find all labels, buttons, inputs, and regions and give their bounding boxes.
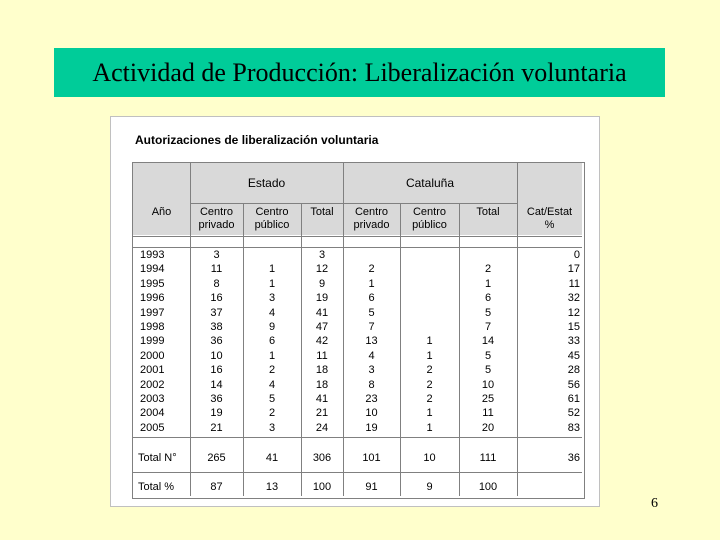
total-cataluna-total: 100 [478,481,498,493]
cell-cataluna-publico: 1 [426,335,433,347]
cell-cataluna-privado: 7 [368,321,375,333]
total-cataluna-publico: 10 [423,452,436,464]
cell-cat-estat-pct: 12 [567,307,580,319]
grid-hline [190,203,517,204]
cell-estado-total: 12 [315,263,329,275]
cell-estado-privado: 38 [210,321,223,333]
cell-estado-total: 19 [315,292,329,304]
cell-estado-privado: 36 [210,393,223,405]
cell-cataluna-privado: 6 [368,292,375,304]
cell-cataluna-privado: 4 [368,350,375,362]
row-year: 1998 [140,321,165,333]
cell-cataluna-privado: 2 [368,263,375,275]
cell-estado-publico: 1 [268,263,276,275]
cell-estado-publico: 5 [268,393,276,405]
header-year: Año [151,206,172,218]
cell-cat-estat-pct: 15 [567,321,580,333]
total-cataluna-publico: 9 [426,481,433,493]
cell-cataluna-publico: 2 [426,364,433,376]
cell-cat-estat-pct: 45 [567,350,580,362]
cell-estado-privado: 3 [213,249,220,261]
total-label: Total N° [138,452,177,464]
row-year: 2001 [140,364,165,376]
total-cataluna-total: 111 [479,452,497,464]
cell-estado-total: 47 [315,321,329,333]
cell-estado-publico: 3 [268,292,276,304]
total-estado-privado: 265 [207,452,226,464]
cell-cataluna-publico: 2 [426,379,433,391]
header-estado-total: Total [310,206,334,218]
table-title: Autorizaciones de liberalización voluntaria [135,133,379,147]
total-cataluna-privado: 101 [362,452,381,464]
header-cataluna-publico: Centro público [412,206,447,231]
cell-cataluna-total: 2 [484,263,492,275]
cell-cataluna-privado: 1 [368,278,375,290]
cell-estado-publico: 2 [268,407,276,419]
cell-cataluna-total: 5 [484,350,492,362]
row-year: 1997 [140,307,165,319]
header-cataluna-total: Total [476,206,500,218]
cell-estado-publico: 1 [268,278,276,290]
cell-cat-estat-pct: 83 [567,422,580,434]
cell-cataluna-total: 7 [484,321,492,333]
cell-estado-privado: 36 [210,335,223,347]
cell-cataluna-total: 5 [484,364,492,376]
row-year: 2000 [140,350,165,362]
cell-cataluna-privado: 3 [368,364,375,376]
row-year: 2005 [140,422,165,434]
cell-estado-privado: 14 [210,379,223,391]
cell-estado-publico: 9 [268,321,276,333]
cell-cataluna-privado: 10 [365,407,378,419]
row-year: 2004 [140,407,165,419]
cell-estado-publico: 4 [268,379,276,391]
page-number: 6 [651,496,658,511]
cell-cataluna-total: 5 [484,307,492,319]
slide-title: Actividad de Producción: Liberalización voluntaria [54,48,665,97]
header-cataluna-privado: Centro privado [353,206,390,231]
row-year: 1994 [140,263,165,275]
cell-estado-total: 24 [315,422,329,434]
cell-cataluna-total: 10 [481,379,495,391]
row-year: 1996 [140,292,165,304]
cell-cat-estat-pct: 28 [567,364,580,376]
header-cataluna: Cataluña [405,176,455,190]
cell-cat-estat-pct: 17 [567,263,580,275]
cell-estado-privado: 10 [210,350,223,362]
cell-estado-privado: 19 [210,407,223,419]
cell-cataluna-total: 14 [481,335,495,347]
header-estado-privado: Centro privado [198,206,235,231]
cell-cat-estat-pct: 32 [567,292,580,304]
cell-cataluna-publico: 1 [426,422,433,434]
cell-cataluna-publico: 1 [426,407,433,419]
cell-estado-privado: 11 [210,263,223,275]
cell-cataluna-total: 11 [482,407,494,419]
cell-cat-estat-pct: 52 [567,407,580,419]
cell-estado-privado: 37 [210,307,223,319]
total-estado-privado: 87 [210,481,223,493]
cell-estado-privado: 21 [210,422,223,434]
cell-estado-publico: 1 [268,350,276,362]
cell-estado-privado: 16 [210,292,223,304]
total-cat-estat-pct: 36 [567,452,580,464]
cell-estado-publico: 6 [268,335,276,347]
cell-estado-total: 41 [315,307,329,319]
cell-cat-estat-pct: 0 [573,249,580,261]
cell-cataluna-publico: 1 [426,350,433,362]
grid-hline [133,437,582,438]
cell-cataluna-total: 25 [481,393,495,405]
cell-cataluna-total: 1 [484,278,492,290]
total-estado-total: 100 [312,481,332,493]
grid-hline [133,247,582,248]
cell-cataluna-total: 6 [484,292,492,304]
cell-estado-total: 21 [315,407,329,419]
row-year: 2002 [140,379,165,391]
cell-estado-total: 18 [315,379,329,391]
cell-cat-estat-pct: 61 [567,393,580,405]
cell-cat-estat-pct: 33 [567,335,580,347]
cell-cataluna-privado: 23 [365,393,378,405]
total-estado-publico: 13 [265,481,279,493]
cell-cataluna-privado: 5 [368,307,375,319]
row-year: 2003 [140,393,165,405]
header-estado: Estado [247,176,286,190]
total-estado-publico: 41 [265,452,279,464]
cell-estado-publico: 2 [268,364,276,376]
cell-estado-total: 9 [318,278,326,290]
cell-estado-total: 3 [318,249,326,261]
cell-estado-publico: 3 [268,422,276,434]
cell-estado-total: 42 [315,335,329,347]
total-estado-total: 306 [312,452,332,464]
cell-estado-privado: 16 [210,364,223,376]
cell-cataluna-privado: 13 [365,335,378,347]
grid-hline [133,236,582,237]
row-year: 1995 [140,278,165,290]
grid-hline [133,472,582,473]
header-estado-publico: Centro público [254,206,290,231]
total-cataluna-privado: 91 [365,481,378,493]
cell-cataluna-total: 20 [481,422,495,434]
cell-estado-total: 41 [315,393,329,405]
cell-estado-total: 18 [315,364,329,376]
cell-estado-publico: 4 [268,307,276,319]
cell-cataluna-publico: 2 [426,393,433,405]
total-label: Total % [138,481,175,493]
cell-cat-estat-pct: 11 [568,278,580,290]
row-year: 1999 [140,335,165,347]
cell-cat-estat-pct: 56 [567,379,580,391]
cell-cataluna-privado: 8 [368,379,375,391]
header-cat-estat: Cat/Estat % [526,206,573,231]
cell-estado-total: 11 [316,350,328,362]
row-year: 1993 [140,249,165,261]
cell-cataluna-privado: 19 [365,422,378,434]
cell-estado-privado: 8 [213,278,220,290]
